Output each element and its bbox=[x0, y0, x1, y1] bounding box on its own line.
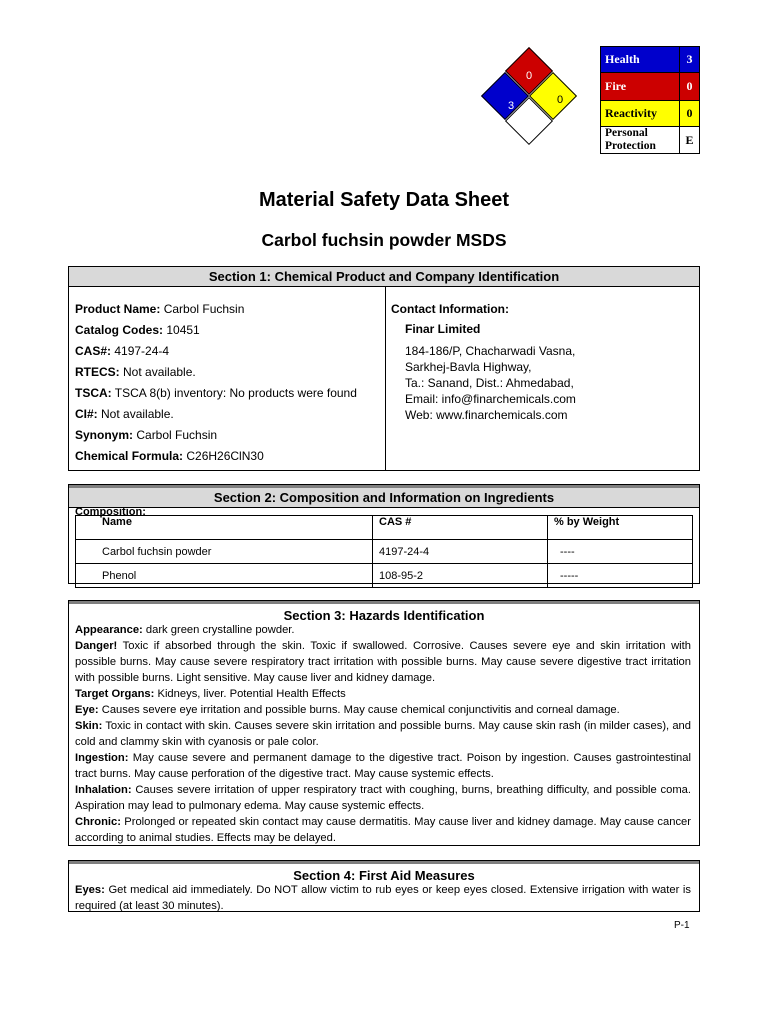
nfpa-fire-rating: 0 bbox=[525, 70, 533, 82]
address-line: 184-186/P, Chacharwadi Vasna, bbox=[405, 344, 576, 358]
ingredient-cas: 108-95-2 bbox=[373, 564, 548, 588]
document-title: Material Safety Data Sheet bbox=[258, 189, 510, 211]
hazard-row-fire bbox=[601, 73, 700, 101]
hazards-text bbox=[75, 622, 691, 846]
field-tsca bbox=[75, 386, 357, 400]
hazard-item-target-organs bbox=[75, 686, 691, 702]
product-identification bbox=[69, 287, 386, 470]
field-label: TSCA: bbox=[75, 386, 112, 400]
composition-label: Composition: bbox=[75, 506, 146, 518]
ingredient-weight: ----- bbox=[548, 564, 693, 588]
item-text: Prolonged or repeated skin contact may cause dermatitis. May cause liver and kidney damage. May cause cancer according to animal studies. Effects may be delayed. bbox=[75, 816, 691, 844]
section-3 bbox=[68, 600, 700, 846]
hazard-value: 0 bbox=[679, 101, 699, 127]
field-value: Not available. bbox=[97, 407, 174, 421]
item-label: Danger! bbox=[75, 640, 118, 652]
nfpa-diamond bbox=[486, 50, 586, 158]
section-heading: Section 3: Hazards Identification bbox=[69, 601, 699, 621]
item-label: Skin: bbox=[75, 720, 103, 732]
hazard-item-appearance bbox=[75, 622, 691, 638]
field-chemical-formula bbox=[75, 449, 264, 463]
contact-label: Contact Information: bbox=[391, 302, 509, 316]
field-label: Catalog Codes: bbox=[75, 323, 164, 337]
column-header-name: Name bbox=[76, 516, 373, 540]
document-subtitle: Carbol fuchsin powder MSDS bbox=[261, 230, 507, 250]
hazard-value: 0 bbox=[679, 73, 699, 101]
field-label: Product Name: bbox=[75, 302, 161, 316]
nfpa-reactivity-rating: 0 bbox=[556, 94, 564, 106]
section-heading: Section 1: Chemical Product and Company Identification bbox=[69, 267, 699, 287]
hazard-label: Personal Protection bbox=[601, 127, 680, 154]
composition-table bbox=[75, 515, 693, 588]
item-text: Kidneys, liver. Potential Health Effects bbox=[154, 688, 346, 700]
page-number: P-1 bbox=[674, 920, 690, 931]
hazard-item-eye bbox=[75, 702, 691, 718]
item-label: Eye: bbox=[75, 704, 99, 716]
ingredient-name: Phenol bbox=[76, 564, 373, 588]
item-label: Eyes: bbox=[75, 884, 105, 896]
field-catalog-codes bbox=[75, 323, 200, 337]
hazard-value: 3 bbox=[679, 47, 699, 73]
hazard-label: Reactivity bbox=[601, 101, 680, 127]
hazard-item-skin bbox=[75, 718, 691, 750]
item-text: Get medical aid immediately. Do NOT allow victim to rub eyes or keep eyes closed. Extensive irrigation with water is required (at least 30 minutes). bbox=[75, 884, 691, 912]
table-row bbox=[76, 564, 693, 588]
column-header-cas: CAS # bbox=[373, 516, 548, 540]
field-synonym bbox=[75, 428, 217, 442]
item-label: Ingestion: bbox=[75, 752, 129, 764]
hazard-label: Health bbox=[601, 47, 680, 73]
field-label: Synonym: bbox=[75, 428, 134, 442]
field-cas bbox=[75, 344, 169, 358]
item-label: Inhalation: bbox=[75, 784, 132, 796]
field-label: CI#: bbox=[75, 407, 98, 421]
item-text: Toxic in contact with skin. Causes severe skin irritation and possible burns. May cause skin rash (in milder cases), and cold and clammy skin with cyanosis or pale color. bbox=[75, 720, 691, 748]
field-value: Carbol Fuchsin bbox=[133, 428, 218, 442]
ingredient-name: Carbol fuchsin powder bbox=[76, 540, 373, 564]
first-aid-text bbox=[75, 882, 691, 912]
hazard-row-reactivity bbox=[601, 101, 700, 127]
field-label: CAS#: bbox=[75, 344, 112, 358]
field-rtecs bbox=[75, 365, 196, 379]
field-value: C26H26ClN30 bbox=[183, 449, 264, 463]
address-line: Ta.: Sanand, Dist.: Ahmedabad, bbox=[405, 376, 574, 390]
hazard-row-personal-protection bbox=[601, 127, 700, 154]
item-label: Appearance: bbox=[75, 624, 143, 636]
field-label: RTECS: bbox=[75, 365, 120, 379]
table-row bbox=[76, 540, 693, 564]
email-line: Email: info@finarchemicals.com bbox=[405, 392, 576, 406]
nfpa-health-rating: 3 bbox=[507, 100, 515, 112]
hazard-item-inhalation bbox=[75, 782, 691, 814]
field-value: 10451 bbox=[163, 323, 200, 337]
section-2 bbox=[68, 484, 700, 584]
section-heading: Section 4: First Aid Measures bbox=[69, 861, 699, 881]
field-value: Carbol Fuchsin bbox=[160, 302, 245, 316]
field-value: Not available. bbox=[119, 365, 196, 379]
item-label: Chronic: bbox=[75, 816, 121, 828]
field-product-name bbox=[75, 302, 244, 316]
field-value: 4197-24-4 bbox=[111, 344, 170, 358]
hazard-value: E bbox=[679, 127, 699, 154]
section-1 bbox=[68, 266, 700, 471]
company-name: Finar Limited bbox=[405, 322, 481, 336]
item-text: Causes severe eye irritation and possible burns. May cause chemical conjunctivitis and corneal damage. bbox=[98, 704, 620, 716]
hazard-row-health bbox=[601, 47, 700, 73]
field-label: Chemical Formula: bbox=[75, 449, 184, 463]
field-ci bbox=[75, 407, 174, 421]
ingredient-cas: 4197-24-4 bbox=[373, 540, 548, 564]
first-aid-item-eyes bbox=[75, 882, 691, 912]
ingredient-weight: ---- bbox=[548, 540, 693, 564]
composition-header-row bbox=[76, 516, 693, 540]
hazard-item-danger bbox=[75, 638, 691, 686]
field-value: TSCA 8(b) inventory: No products were found bbox=[111, 386, 357, 400]
hazard-rating-table bbox=[600, 46, 700, 154]
hazard-label: Fire bbox=[601, 73, 680, 101]
contact-information bbox=[389, 287, 699, 470]
section-heading: Section 2: Composition and Information on Ingredients bbox=[69, 485, 699, 508]
column-header-weight: % by Weight bbox=[548, 516, 693, 540]
item-label: Target Organs: bbox=[75, 688, 155, 700]
item-text: May cause severe and permanent damage to the digestive tract. Poison by ingestion. Causes gastrointestinal tract burns. May cause perforation of the digestive tract. May cause systemic effects. bbox=[75, 752, 691, 780]
item-text: Causes severe irritation of upper respiratory tract with coughing, burns, breathing difficulty, and possible coma. Aspiration may lead to pulmonary edema. May cause systemic effects. bbox=[75, 784, 691, 812]
item-text: Toxic if absorbed through the skin. Toxic if swallowed. Corrosive. Causes severe eye and skin irritation with possible burns. May cause severe respiratory tract irritation with possible burns. May cause severe digestive tract irritation with possible burns. Light sensitive. May cause liver and kidney damage. bbox=[75, 640, 691, 684]
web-line: Web: www.finarchemicals.com bbox=[405, 408, 568, 422]
address-line: Sarkhej-Bavla Highway, bbox=[405, 360, 532, 374]
item-text: dark green crystalline powder. bbox=[142, 624, 295, 636]
section-4 bbox=[68, 860, 700, 912]
hazard-item-chronic bbox=[75, 814, 691, 846]
hazard-item-ingestion bbox=[75, 750, 691, 782]
